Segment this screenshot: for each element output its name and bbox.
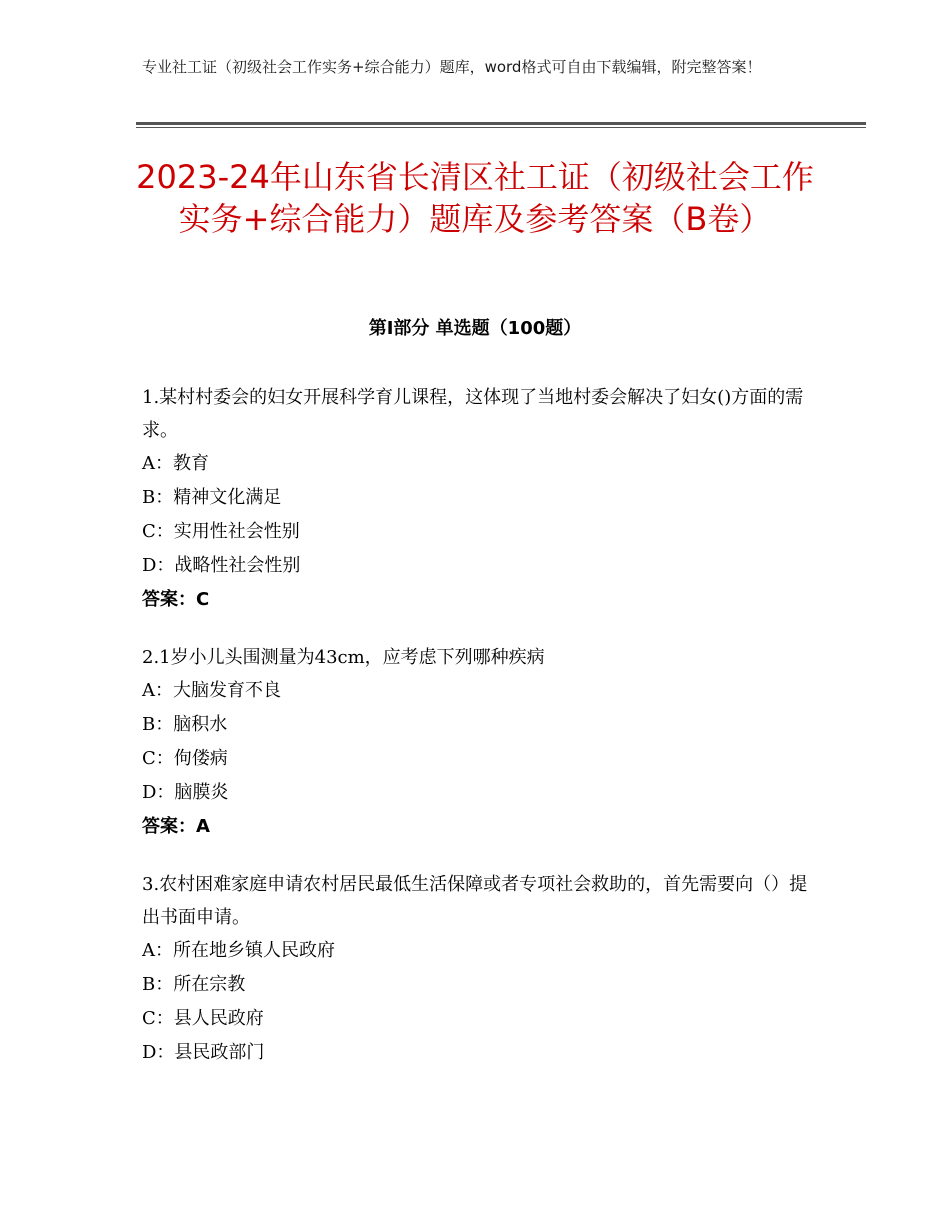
question-stem: 3.农村困难家庭申请农村居民最低生活保障或者专项社会救助的，首先需要向（）提出书面申请。: [142, 874, 808, 928]
option-b: B：所在宗教: [142, 974, 246, 995]
question-1: [142, 381, 814, 617]
question-stem: 2.1岁小儿头围测量为43cm，应考虑下列哪种疾病: [142, 647, 545, 668]
document-title: 2023-24年山东省长清区社工证（初级社会工作实务+综合能力）题库及参考答案（B卷）: [136, 158, 814, 238]
header-divider-thin: [136, 127, 866, 128]
header-note: 专业社工证（初级社会工作实务+综合能力）题库，word格式可自由下载编辑，附完整答案！: [142, 58, 762, 76]
option-d: D：县民政部门: [142, 1042, 265, 1063]
section-title: 第Ⅰ部分 单选题（100题）: [368, 318, 582, 339]
option-c: C：县人民政府: [142, 1008, 264, 1029]
option-c: C：实用性社会性别: [142, 521, 300, 542]
option-a: A：大脑发育不良: [142, 680, 281, 701]
answer-key: 答案：C: [142, 589, 210, 610]
option-b: B：脑积水: [142, 714, 228, 735]
question-list: [142, 381, 814, 1094]
option-d: D：战略性社会性别: [142, 555, 301, 576]
question-3: [142, 868, 814, 1070]
answer-key: 答案：A: [142, 816, 210, 837]
question-2: [142, 641, 814, 844]
option-a: A：所在地乡镇人民政府: [142, 940, 335, 961]
option-d: D：脑膜炎: [142, 782, 229, 803]
question-stem: 1.某村村委会的妇女开展科学育儿课程，这体现了当地村委会解决了妇女()方面的需求。: [142, 387, 804, 441]
option-a: A：教育: [142, 453, 209, 474]
option-c: C：佝偻病: [142, 748, 228, 769]
header-divider-thick: [136, 122, 866, 125]
option-b: B：精神文化满足: [142, 487, 282, 508]
